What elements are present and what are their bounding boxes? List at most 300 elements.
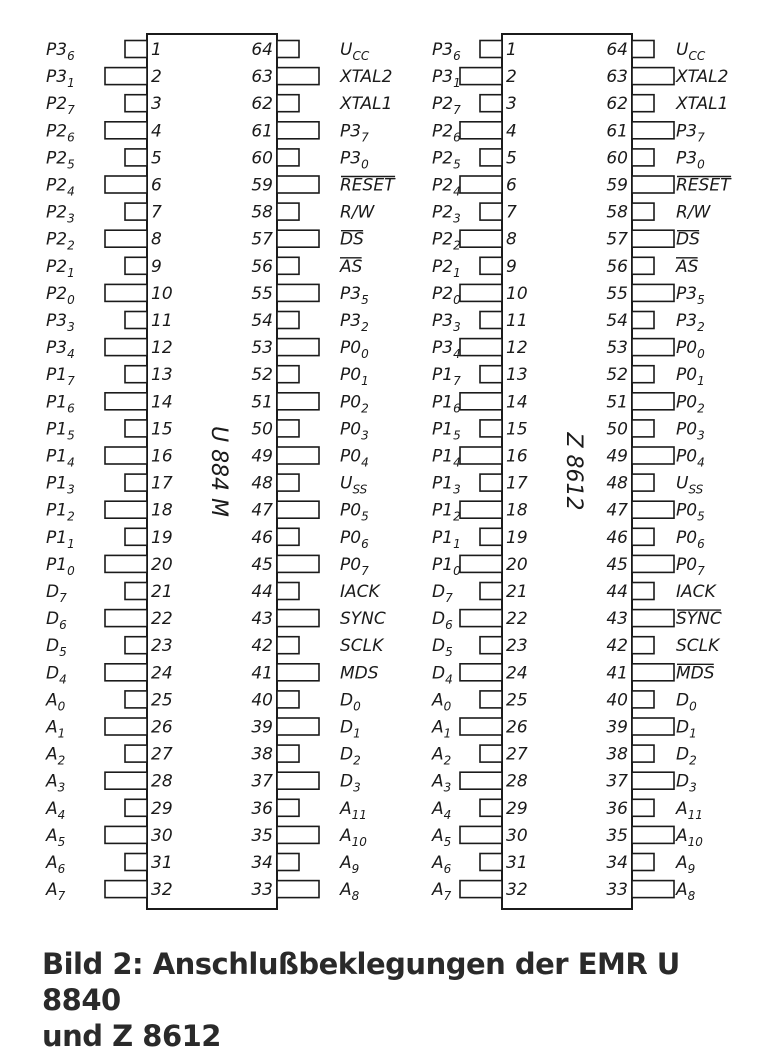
pin-lead-35: [632, 826, 674, 843]
pin-lead-61: [632, 122, 674, 139]
pin-label-55: $P3_5$: [340, 283, 369, 307]
chip-name-label: U 884 M: [206, 425, 231, 518]
pin-lead-42: [277, 637, 299, 654]
pin-label-17: $P1_3$: [46, 473, 75, 497]
pin-number-24: 24: [506, 663, 528, 684]
pin-lead-55: [632, 284, 674, 301]
pin-label-44: IACK: [676, 582, 716, 602]
pin-number-16: 16: [506, 446, 528, 467]
pin-number-12: 12: [506, 338, 528, 359]
pin-label-51: $P0_2$: [676, 392, 705, 416]
pin-number-53: 53: [606, 338, 628, 359]
pin-lead-58: [277, 203, 299, 220]
pin-number-45: 45: [606, 554, 628, 575]
pin-lead-27: [480, 745, 502, 762]
pin-label-52: $P0_1$: [676, 365, 705, 389]
pin-lead-3: [125, 95, 147, 112]
pin-number-56: 56: [606, 256, 628, 277]
pin-lead-48: [632, 474, 654, 491]
pin-number-21: 21: [151, 582, 173, 602]
pin-number-30: 30: [151, 825, 173, 846]
pin-number-48: 48: [251, 473, 273, 494]
pin-label-61: $P3_7$: [340, 121, 369, 145]
pin-label-53: $P0_0$: [676, 338, 705, 362]
pin-lead-8: [460, 230, 502, 247]
pin-number-44: 44: [251, 582, 273, 602]
pin-number-41: 41: [606, 663, 628, 684]
pin-label-50: $P0_3$: [340, 419, 369, 443]
pin-label-49: $P0_4$: [676, 446, 705, 470]
pin-lead-48: [277, 474, 299, 491]
pin-number-9: 9: [506, 256, 517, 277]
pin-lead-6: [105, 176, 147, 193]
pin-number-21: 21: [506, 582, 528, 602]
pin-number-6: 6: [506, 175, 517, 196]
pin-label-1: $P3_6$: [432, 40, 461, 63]
pin-label-29: $A_4$: [432, 798, 452, 822]
caption-line-1: Bild 2: Anschlußbeklegungen der EMR U 8840: [42, 947, 680, 1017]
pin-label-16: $P1_4$: [46, 446, 75, 470]
chip-name-label: Z 8612: [561, 432, 586, 511]
pin-label-3: $P2_7$: [46, 94, 75, 118]
pin-label-49: $P0_4$: [340, 446, 369, 470]
pin-number-59: 59: [251, 175, 273, 196]
pin-number-36: 36: [606, 798, 628, 819]
pin-lead-29: [125, 799, 147, 816]
pin-lead-41: [277, 664, 319, 681]
pin-lead-59: [632, 176, 674, 193]
pin-number-26: 26: [151, 717, 173, 738]
pin-number-7: 7: [506, 202, 517, 223]
pin-number-60: 60: [251, 148, 273, 169]
pin-label-30: $A_5$: [432, 825, 452, 849]
pin-label-53: $P0_0$: [340, 338, 369, 362]
pin-label-23: $D_5$: [46, 636, 67, 660]
pin-lead-32: [105, 881, 147, 898]
pin-lead-13: [125, 366, 147, 383]
pin-label-16: $P1_4$: [432, 446, 461, 470]
pin-lead-62: [632, 95, 654, 112]
pin-label-17: $P1_3$: [432, 473, 461, 497]
pin-label-34: $A_9$: [676, 853, 696, 876]
pin-label-64: $U_{CC}$: [340, 40, 370, 63]
pin-lead-63: [632, 68, 674, 85]
pin-number-59: 59: [606, 175, 628, 196]
pin-label-13: $P1_7$: [46, 365, 75, 389]
pin-lead-53: [277, 339, 319, 356]
pin-number-18: 18: [151, 500, 173, 521]
pin-number-33: 33: [606, 880, 628, 901]
pin-lead-1: [480, 41, 502, 58]
pin-number-30: 30: [506, 825, 528, 846]
chip-u884m: [45, 34, 396, 909]
pin-number-3: 3: [151, 94, 162, 115]
pin-lead-27: [125, 745, 147, 762]
pin-label-22: $D_6$: [432, 609, 453, 633]
pin-lead-41: [632, 664, 674, 681]
pin-number-55: 55: [251, 283, 273, 304]
pin-label-30: $A_5$: [46, 825, 66, 849]
pin-label-4: $P2_6$: [432, 121, 461, 145]
pin-number-31: 31: [151, 853, 173, 873]
pin-label-40: $D_0$: [676, 690, 697, 714]
pin-number-64: 64: [251, 40, 273, 60]
pin-number-44: 44: [606, 582, 628, 602]
pin-lead-24: [105, 664, 147, 681]
pin-lead-8: [105, 230, 147, 247]
pin-number-12: 12: [151, 338, 173, 359]
pin-label-59: RESET: [340, 175, 395, 196]
pin-lead-38: [277, 745, 299, 762]
pin-number-60: 60: [606, 148, 628, 169]
pin-label-10: $P2_0$: [432, 283, 461, 307]
pin-number-37: 37: [251, 771, 273, 792]
pin-lead-9: [125, 257, 147, 274]
pin-number-4: 4: [151, 121, 162, 142]
pin-lead-59: [277, 176, 319, 193]
pin-lead-20: [460, 555, 502, 572]
pin-number-5: 5: [151, 148, 162, 169]
pin-label-36: $A_{11}$: [340, 798, 367, 822]
pin-number-56: 56: [251, 256, 273, 277]
pin-lead-9: [480, 257, 502, 274]
pin-label-27: $A_2$: [46, 744, 66, 768]
pin-number-48: 48: [606, 473, 628, 494]
pin-label-14: $P1_6$: [46, 392, 75, 416]
pin-label-32: $A_7$: [46, 880, 66, 904]
pin-label-46: $P0_6$: [340, 527, 369, 551]
pin-label-31: $A_6$: [432, 853, 452, 876]
pin-label-45: $P0_7$: [340, 554, 369, 578]
pin-number-22: 22: [151, 609, 173, 630]
pin-label-19: $P1_1$: [46, 527, 75, 551]
pin-number-38: 38: [251, 744, 273, 765]
pin-label-15: $P1_5$: [46, 419, 75, 443]
pin-number-40: 40: [606, 690, 628, 711]
pin-lead-51: [632, 393, 674, 410]
pin-lead-21: [125, 583, 147, 600]
pin-label-56: AS: [340, 256, 363, 277]
pin-number-57: 57: [251, 229, 273, 250]
pin-lead-52: [632, 366, 654, 383]
pin-lead-24: [460, 664, 502, 681]
pin-label-48: $U_{SS}$: [676, 473, 704, 497]
pin-number-20: 20: [506, 554, 528, 575]
pin-lead-64: [632, 41, 654, 58]
pin-label-21: $D_7$: [432, 582, 453, 605]
pin-label-41: MDS: [676, 663, 715, 684]
pin-label-62: XTAL1: [676, 94, 729, 115]
pin-label-5: $P2_5$: [432, 148, 461, 172]
pin-lead-5: [480, 149, 502, 166]
pin-number-50: 50: [606, 419, 628, 440]
pin-label-62: XTAL1: [340, 94, 393, 115]
pin-lead-18: [105, 501, 147, 518]
pin-lead-54: [277, 312, 299, 329]
pin-lead-58: [632, 203, 654, 220]
pin-number-53: 53: [251, 338, 273, 359]
pin-number-23: 23: [506, 636, 528, 657]
pin-lead-39: [277, 718, 319, 735]
pin-lead-62: [277, 95, 299, 112]
pin-number-35: 35: [251, 825, 273, 846]
pin-lead-60: [632, 149, 654, 166]
pin-label-63: XTAL2: [340, 67, 393, 88]
pin-number-1: 1: [151, 40, 162, 60]
pin-label-8: $P2_2$: [46, 229, 75, 253]
pin-number-38: 38: [606, 744, 628, 765]
pin-number-43: 43: [606, 609, 628, 630]
pin-number-63: 63: [606, 67, 628, 88]
pin-number-46: 46: [251, 527, 273, 548]
pin-number-36: 36: [251, 798, 273, 819]
pin-label-42: SCLK: [340, 636, 384, 657]
pin-lead-17: [125, 474, 147, 491]
pin-number-42: 42: [606, 636, 628, 657]
pin-lead-30: [460, 826, 502, 843]
pin-lead-25: [125, 691, 147, 708]
pin-number-29: 29: [506, 798, 528, 819]
pin-lead-16: [105, 447, 147, 464]
pin-lead-7: [480, 203, 502, 220]
pin-lead-49: [277, 447, 319, 464]
pin-label-23: $D_5$: [432, 636, 453, 660]
pin-lead-47: [277, 501, 319, 518]
pin-lead-32: [460, 881, 502, 898]
pin-label-14: $P1_6$: [432, 392, 461, 416]
pin-lead-11: [125, 312, 147, 329]
pin-lead-43: [277, 610, 319, 627]
pin-lead-19: [480, 528, 502, 545]
pin-number-46: 46: [606, 527, 628, 548]
pin-number-52: 52: [606, 365, 628, 386]
pin-number-34: 34: [606, 853, 628, 873]
pin-number-32: 32: [506, 880, 528, 901]
pin-label-64: $U_{CC}$: [676, 40, 706, 63]
pin-lead-14: [460, 393, 502, 410]
pin-lead-53: [632, 339, 674, 356]
pin-label-19: $P1_1$: [432, 527, 461, 551]
pin-label-20: $P1_0$: [46, 554, 75, 578]
pin-number-33: 33: [251, 880, 273, 901]
pin-label-24: $D_4$: [46, 663, 67, 687]
pin-label-28: $A_3$: [432, 771, 452, 795]
pin-number-64: 64: [606, 40, 628, 60]
pin-lead-50: [632, 420, 654, 437]
pin-label-33: $A_8$: [340, 880, 360, 904]
pin-lead-12: [105, 339, 147, 356]
pin-label-7: $P2_3$: [432, 202, 461, 226]
pin-lead-5: [125, 149, 147, 166]
pin-number-23: 23: [151, 636, 173, 657]
pin-lead-3: [480, 95, 502, 112]
pin-lead-56: [277, 257, 299, 274]
pin-label-22: $D_6$: [46, 609, 67, 633]
pin-label-34: $A_9$: [340, 853, 360, 876]
pin-label-44: IACK: [340, 582, 380, 602]
pin-lead-36: [277, 799, 299, 816]
pin-label-2: $P3_1$: [46, 67, 75, 91]
pin-number-7: 7: [151, 202, 162, 223]
pin-number-14: 14: [506, 392, 528, 413]
pin-label-43: SYNC: [676, 609, 722, 630]
pin-lead-45: [277, 555, 319, 572]
pin-lead-4: [105, 122, 147, 139]
pin-label-55: $P3_5$: [676, 283, 705, 307]
pin-label-54: $P3_2$: [676, 311, 705, 334]
pin-number-26: 26: [506, 717, 528, 738]
pin-label-11: $P3_3$: [46, 311, 75, 334]
pin-lead-14: [105, 393, 147, 410]
pin-label-25: $A_0$: [46, 690, 66, 714]
pin-number-58: 58: [251, 202, 273, 223]
pin-lead-28: [105, 772, 147, 789]
pin-number-3: 3: [506, 94, 517, 115]
pin-label-9: $P2_1$: [46, 256, 75, 280]
pin-lead-34: [277, 854, 299, 871]
pin-label-35: $A_{10}$: [676, 825, 703, 849]
pin-lead-37: [277, 772, 319, 789]
pin-number-18: 18: [506, 500, 528, 521]
pin-label-26: $A_1$: [432, 717, 452, 741]
pin-label-63: XTAL2: [676, 67, 729, 88]
pin-label-39: $D_1$: [676, 717, 697, 741]
caption-line-2: und Z 8612: [42, 1019, 221, 1053]
pin-lead-29: [480, 799, 502, 816]
pin-number-43: 43: [251, 609, 273, 630]
pin-number-39: 39: [251, 717, 273, 738]
pin-label-60: $P3_0$: [676, 148, 705, 172]
pin-label-13: $P1_7$: [432, 365, 461, 389]
pin-label-50: $P0_3$: [676, 419, 705, 443]
pin-number-4: 4: [506, 121, 517, 142]
pin-number-52: 52: [251, 365, 273, 386]
pin-label-57: DS: [340, 229, 364, 250]
pin-number-50: 50: [251, 419, 273, 440]
pin-number-2: 2: [151, 67, 162, 88]
pin-number-6: 6: [151, 175, 162, 196]
pin-number-16: 16: [151, 446, 173, 467]
pin-lead-6: [460, 176, 502, 193]
pin-number-63: 63: [251, 67, 273, 88]
pin-label-3: $P2_7$: [432, 94, 461, 118]
pin-number-8: 8: [506, 229, 517, 250]
pin-lead-11: [480, 312, 502, 329]
pin-lead-28: [460, 772, 502, 789]
pin-lead-4: [460, 122, 502, 139]
pin-lead-1: [125, 41, 147, 58]
pin-label-25: $A_0$: [432, 690, 452, 714]
pin-lead-44: [632, 583, 654, 600]
figure-caption: [42, 946, 742, 1054]
pin-lead-26: [105, 718, 147, 735]
pin-lead-50: [277, 420, 299, 437]
pin-number-58: 58: [606, 202, 628, 223]
pin-number-37: 37: [606, 771, 628, 792]
pin-lead-23: [480, 637, 502, 654]
pin-number-11: 11: [151, 311, 173, 331]
pin-number-49: 49: [251, 446, 273, 467]
pin-label-9: $P2_1$: [432, 256, 461, 280]
pin-label-42: SCLK: [676, 636, 720, 657]
pin-number-49: 49: [606, 446, 628, 467]
pin-number-13: 13: [506, 365, 528, 386]
pin-lead-56: [632, 257, 654, 274]
pin-lead-57: [632, 230, 674, 247]
pin-lead-46: [632, 528, 654, 545]
pin-number-39: 39: [606, 717, 628, 738]
pin-number-41: 41: [251, 663, 273, 684]
pin-number-15: 15: [506, 419, 528, 440]
pin-lead-52: [277, 366, 299, 383]
pin-label-41: MDS: [340, 663, 379, 684]
pin-lead-33: [277, 881, 319, 898]
pin-lead-37: [632, 772, 674, 789]
pin-number-15: 15: [151, 419, 173, 440]
pin-number-13: 13: [151, 365, 173, 386]
pin-lead-30: [105, 826, 147, 843]
pin-lead-25: [480, 691, 502, 708]
pin-number-57: 57: [606, 229, 628, 250]
pin-lead-20: [105, 555, 147, 572]
pin-number-31: 31: [506, 853, 528, 873]
pin-label-54: $P3_2$: [340, 311, 369, 334]
pin-number-54: 54: [606, 311, 628, 331]
pin-lead-40: [277, 691, 299, 708]
pin-label-39: $D_1$: [340, 717, 361, 741]
pin-lead-15: [125, 420, 147, 437]
pin-label-36: $A_{11}$: [676, 798, 703, 822]
pin-label-20: $P1_0$: [432, 554, 461, 578]
pin-number-51: 51: [251, 392, 273, 413]
pin-lead-46: [277, 528, 299, 545]
pin-number-25: 25: [151, 690, 173, 711]
pin-label-12: $P3_4$: [46, 338, 75, 362]
pin-lead-17: [480, 474, 502, 491]
pin-number-19: 19: [151, 527, 173, 548]
pin-number-40: 40: [251, 690, 273, 711]
pin-lead-42: [632, 637, 654, 654]
pin-lead-26: [460, 718, 502, 735]
pin-label-56: AS: [676, 256, 699, 277]
pin-number-2: 2: [506, 67, 517, 88]
pin-label-2: $P3_1$: [432, 67, 461, 91]
pin-lead-21: [480, 583, 502, 600]
pin-label-61: $P3_7$: [676, 121, 705, 145]
pin-label-7: $P2_3$: [46, 202, 75, 226]
pin-lead-19: [125, 528, 147, 545]
pin-label-35: $A_{10}$: [340, 825, 367, 849]
pin-lead-60: [277, 149, 299, 166]
pin-lead-35: [277, 826, 319, 843]
pin-lead-2: [460, 68, 502, 85]
pin-label-28: $A_3$: [46, 771, 66, 795]
pin-lead-57: [277, 230, 319, 247]
pin-label-29: $A_4$: [46, 798, 66, 822]
pin-label-6: $P2_4$: [432, 175, 461, 199]
pin-lead-64: [277, 41, 299, 58]
pin-lead-47: [632, 501, 674, 518]
pin-label-18: $P1_2$: [46, 500, 75, 524]
pin-number-47: 47: [606, 500, 628, 521]
pin-number-1: 1: [506, 40, 517, 60]
pin-number-45: 45: [251, 554, 273, 575]
pin-number-55: 55: [606, 283, 628, 304]
pin-number-35: 35: [606, 825, 628, 846]
pin-label-5: $P2_5$: [46, 148, 75, 172]
pin-lead-22: [105, 610, 147, 627]
pin-lead-45: [632, 555, 674, 572]
